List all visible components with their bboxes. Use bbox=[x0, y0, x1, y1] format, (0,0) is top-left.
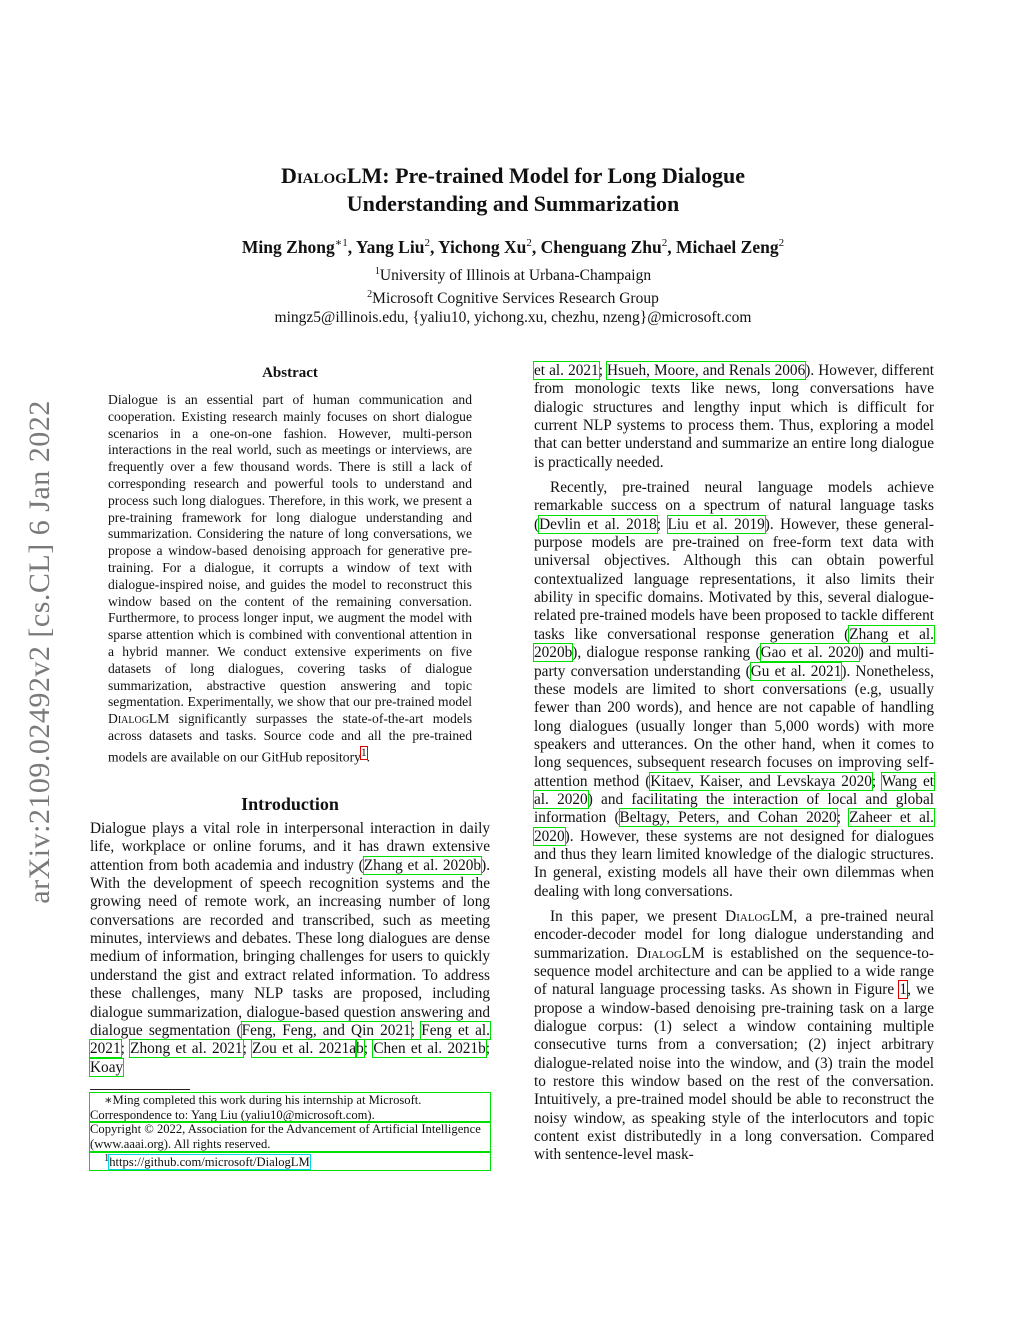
right-column bbox=[534, 362, 934, 1165]
text-run: ; bbox=[836, 809, 850, 827]
footnote-correspondence[interactable]: ∗Ming completed this work during his internship at Microsoft. Correspondence to: Yang Liu (yaliu10@microsoft.com). bbox=[90, 1093, 490, 1123]
text-run: ; bbox=[485, 1040, 490, 1058]
citation-link[interactable]: b bbox=[356, 1040, 364, 1058]
author-name: Michael Zeng bbox=[676, 236, 779, 257]
text-run: , a pre-trained neural encoder-decoder model for long dialogue understanding and summarization. bbox=[534, 907, 934, 962]
text-run: ). However, different from monologic texts like news, long conversations have dialogic structures and lengthy input which is difficult for current NLP systems to process them. Thus, exploring a model that can better understand and summarize an entire long dialogue is practically needed. bbox=[534, 362, 934, 471]
footnote-link[interactable]: 1 bbox=[360, 746, 367, 759]
author-affil: 2 bbox=[778, 237, 785, 249]
citation-link[interactable]: Feng et al. 2021 bbox=[90, 1021, 491, 1058]
citation-link[interactable]: Hsueh, Moore, and Renals 2006 bbox=[607, 362, 806, 379]
citation-link[interactable]: Liu et al. 2019 bbox=[667, 515, 765, 533]
text-run: ). With the development of speech recognition systems and the growing need of remote work, an increasing number of long conversations are recorded and transcribed, such as meeting minutes, interviews and debates. These long dialogues are dense medium of information, bringing challenges for users to quickly understand the gist and extract related information. To address these challenges, many NLP tasks are proposed, including dialogue summarization, dialogue-based question answering and dialogue segmentation ( bbox=[90, 856, 491, 1039]
text-run: ; bbox=[242, 1040, 253, 1058]
intro-paragraph-3 bbox=[534, 908, 934, 1165]
title-part2: Understanding and Summarization bbox=[346, 191, 680, 216]
title-model-name: DialogLM bbox=[280, 163, 383, 188]
introduction-heading: Introduction bbox=[241, 794, 339, 815]
author-affil: 2 bbox=[661, 237, 668, 249]
arxiv-id: arXiv:2109.02492v2 [cs.CL] 6 Jan 2022 bbox=[23, 400, 56, 904]
figure-link[interactable]: 1 bbox=[899, 981, 908, 999]
text-run: ; bbox=[598, 362, 608, 379]
abstract-part: significantly surpasses the state-of-the-art models across datasets and tasks. Source code and all the pre-trained models are available on our GitHub repository bbox=[108, 711, 472, 765]
arxiv-sidebar bbox=[20, 372, 60, 932]
text-run: ; bbox=[363, 1040, 374, 1058]
intro-paragraph-cont bbox=[534, 362, 934, 472]
author-name: Ming Zhong bbox=[241, 236, 335, 257]
text-run: In this paper, we present bbox=[550, 907, 726, 925]
footnote-copyright[interactable]: Copyright © 2022, Association for the Advancement of Artificial Intelligence (www.aaai.org). All rights reserved. bbox=[90, 1122, 490, 1152]
affil-text: Microsoft Cognitive Services Research Group bbox=[372, 290, 659, 308]
author-name: Yang Liu bbox=[355, 236, 425, 257]
abstract-model-name: DialogLM bbox=[108, 711, 170, 727]
affil-mark: 2 bbox=[367, 288, 373, 300]
text-run: ) and multi-party conversation understanding ( bbox=[534, 644, 934, 680]
abstract-part: . bbox=[366, 749, 371, 765]
intro-paragraph-2 bbox=[534, 479, 934, 901]
text-run: ) and facilitating the interaction of local and global information ( bbox=[534, 790, 934, 827]
left-column bbox=[90, 362, 490, 1170]
citation-link[interactable]: Zhang et al. 2020b bbox=[363, 856, 482, 874]
citation-link[interactable]: Koay bbox=[90, 1058, 124, 1076]
text-run: Dialogue plays a vital role in interpersonal interaction in daily life, workplace or online forums, and it has drawn extensive attention from both academia and industry ( bbox=[90, 820, 490, 874]
citation-link[interactable]: Wang et al. 2020 bbox=[534, 772, 934, 808]
author-affil: ∗1 bbox=[334, 237, 348, 249]
text-run: is established on the sequence-to-sequence model architecture and can be applied to a wide range of natural language processing tasks. As shown in Figure bbox=[534, 944, 935, 999]
text-run: Recently, pre-trained neural language models achieve remarkable success on a spectrum of natural language tasks ( bbox=[534, 479, 934, 533]
text-run: ; bbox=[656, 515, 668, 533]
affiliation-1 bbox=[90, 262, 936, 285]
model-name: DialogLM bbox=[725, 907, 794, 925]
text-run: , we propose a window-based denoising pre-training task on a large dialogue corpus: (1) select a window containing multiple consecutive turns from a conversation; (2) inject arbitrary dialogue-related noise into the window, and (3) train the model to restore this window based on the rest of the conversation. Intuitively, a pre-trained model should be able to reconstruct the noisy window, as speaking style of the interlocutors and topic content exist distributedly in a long conversation. Compared with sentence-level mask- bbox=[534, 981, 934, 1164]
text-run: ; bbox=[871, 772, 882, 790]
citation-link[interactable]: Kitaev, Kaiser, and Levskaya 2020 bbox=[650, 772, 872, 790]
footnote-mark: 1 bbox=[104, 1153, 110, 1165]
citation-link[interactable]: Zou et al. 2021a bbox=[252, 1040, 357, 1058]
citation-link[interactable]: Feng, Feng, and Qin 2021 bbox=[241, 1021, 411, 1039]
abstract-heading: Abstract bbox=[262, 365, 318, 381]
affiliation-2 bbox=[90, 285, 936, 308]
author-emails: mingz5@illinois.edu, {yaliu10, yichong.xu, chezhu, nzeng}@microsoft.com bbox=[274, 309, 752, 327]
author-name: Chenguang Zhu bbox=[540, 236, 662, 257]
citation-link[interactable]: Chen et al. 2021b bbox=[373, 1040, 486, 1058]
paper-header bbox=[90, 162, 936, 327]
author-list: Ming Zhong$^{∗1}$, Yang Liu$^2$, Yichong Xu$^2$, Chenguang Zhu$^2$, Michael Zeng$^2$ bbox=[241, 236, 785, 257]
abstract-text bbox=[108, 392, 472, 766]
citation-link[interactable]: Beltagy, Peters, and Cohan 2020 bbox=[619, 809, 837, 827]
citation-link[interactable]: Zaheer et al. 2020 bbox=[534, 809, 934, 845]
citation-link[interactable]: Gu et al. 2021 bbox=[750, 662, 842, 680]
title-part1: : Pre-trained Model for Long Dialogue bbox=[382, 163, 746, 188]
text-run: ), dialogue response ranking ( bbox=[572, 644, 761, 662]
footnote-github bbox=[90, 1152, 490, 1170]
text-run: ; bbox=[410, 1021, 422, 1039]
abstract-part: Dialogue is an essential part of human communication and cooperation. Existing research mainly focuses on short dialogue scenarios in a one-on-one fashion. However, multi-person interactions in the real world, such as meetings or interviews, are frequently over a few thousand words. There is still a lack of corresponding research and powerful tools to understand and process such long dialogues. Therefore, in this work, we present a pre-training framework for long dialogue understanding and summarization. Considering the nature of long conversations, we propose a window-based denoising approach for generative pre-training. For a dialogue, it corrupts a window of text with dialogue-inspired noise, and guides the model to reconstruct this window based on the content of the remaining conversation. Furthermore, to process longer input, we augment the model with sparse attention which is combined with conventional attention in a hybrid manner. We conduct extensive experiments on five datasets of long dialogues, covering tasks of dialogue summarization, abstractive question answering and topic segmentation. Experimentally, we show that our pre-trained model bbox=[108, 392, 472, 710]
citation-link[interactable]: et al. 2021 bbox=[534, 362, 599, 379]
author-affil: 2 bbox=[424, 237, 430, 249]
text-run: ). However, these general-purpose models are pre-trained on free-form text data with universal objectives. Although this can obtain powerful contextualized language representations, it also limits their ability in specific domains. Motivated by this, several dialogue-related pre-trained models have been proposed to tackle different tasks like conversational response generation ( bbox=[534, 515, 934, 643]
intro-paragraph bbox=[90, 820, 490, 1077]
author-affil: 2 bbox=[526, 237, 532, 249]
affil-mark: 1 bbox=[374, 265, 380, 277]
text-run: ; bbox=[120, 1040, 131, 1058]
footnote-divider bbox=[90, 1089, 190, 1090]
author-name: Yichong Xu bbox=[438, 236, 527, 257]
text-run: ). However, these systems are not designed for dialogues and thus they learn limited knowledge of the dialogic structures. In general, existing models all have their own dilemmas when dealing with long conversations. bbox=[534, 827, 934, 900]
text-run: ). Nonetheless, these models are limited to short conversations (e.g, usually fewer than 200 words), and hence are not capable of handling long dialogues (usually longer than 5,000 words) with more speakers and utterances. On the other hand, when it comes to long sequences, subsequent research focuses on improving self-attention method ( bbox=[534, 662, 934, 790]
citation-link[interactable]: Zhang et al. 2020b bbox=[534, 625, 934, 662]
paper-title bbox=[90, 162, 936, 218]
citation-link[interactable]: Gao et al. 2020 bbox=[760, 644, 859, 662]
github-url-link[interactable]: https://github.com/microsoft/DialogLM bbox=[109, 1155, 310, 1170]
affil-text: University of Illinois at Urbana-Champaign bbox=[379, 266, 652, 284]
citation-link[interactable]: Zhong et al. 2021 bbox=[130, 1040, 243, 1058]
citation-link[interactable]: Devlin et al. 2018 bbox=[539, 515, 657, 533]
model-name: DialogLM bbox=[636, 944, 705, 962]
